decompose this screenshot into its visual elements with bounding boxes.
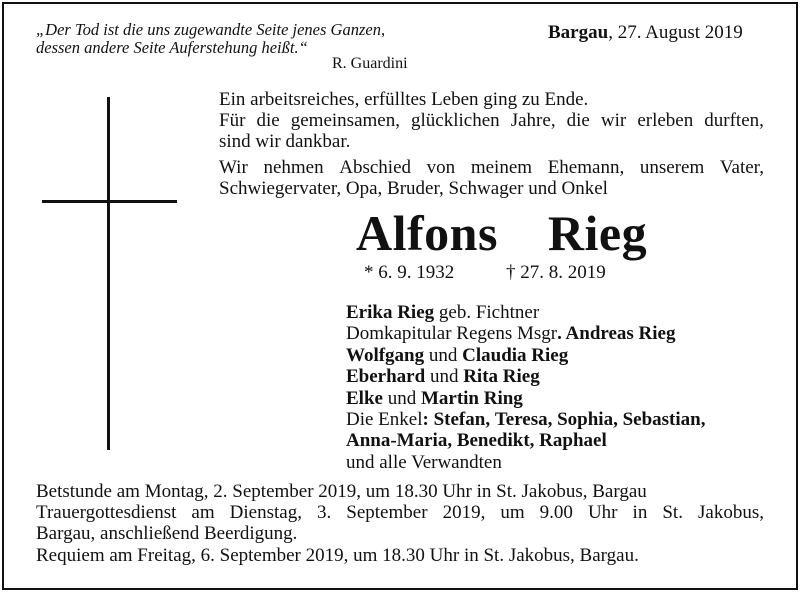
word: September xyxy=(346,502,428,524)
service-line-2 xyxy=(36,502,764,523)
mourner-name: Sophia, xyxy=(557,409,618,431)
mourner-name: Teresa, xyxy=(494,409,553,431)
word: nehmen xyxy=(263,157,324,178)
mourner-row xyxy=(346,345,764,366)
word: Jakobus, xyxy=(698,502,764,524)
service-line-4: Requiem am Freitag, 6. September 2019, um 18.30 Uhr in St. Jakobus, Bargau. xyxy=(36,544,639,566)
word: Dienstag, xyxy=(229,502,302,524)
quote-line-1: „Der Tod ist die uns zugewandte Seite jenes Ganzen, xyxy=(36,20,386,39)
mourner-name: Martin Ring xyxy=(420,387,523,409)
word: Abschied xyxy=(339,157,412,178)
word: erleben xyxy=(637,110,694,131)
farewell-line-2: Schwiegervater, Opa, Bruder, Schwager und Onkel xyxy=(219,178,608,199)
word: durften, xyxy=(704,110,764,131)
word: 2019, xyxy=(442,502,486,524)
word: wir xyxy=(600,110,627,131)
word: St. xyxy=(662,502,683,524)
word: Jahre, xyxy=(510,110,556,131)
word: meinem xyxy=(470,157,533,178)
conjunction: und xyxy=(425,366,464,388)
word: unserem xyxy=(639,157,705,178)
mourner-name: Eberhard xyxy=(346,366,426,388)
mourners-list xyxy=(346,302,764,473)
quote-author: R. Guardini xyxy=(332,55,408,72)
word: in xyxy=(632,502,648,524)
word: Ehemann, xyxy=(547,157,625,178)
conjunction: und xyxy=(424,344,463,366)
word: am xyxy=(191,502,215,524)
word: Wir xyxy=(219,157,248,178)
cross-icon-horizontal xyxy=(42,200,177,203)
word: 3. xyxy=(317,502,332,524)
conjunction: und xyxy=(382,387,421,409)
quote-line-2: dessen andere Seite Auferstehung heißt.“ xyxy=(36,38,308,57)
mourner-name: : Stefan, xyxy=(422,409,491,431)
word: Uhr xyxy=(587,502,618,524)
word: glücklichen xyxy=(411,110,500,131)
word: die xyxy=(256,110,280,131)
word: 9.00 xyxy=(539,502,573,524)
mourner-row xyxy=(346,388,764,409)
word: Trauergottesdienst xyxy=(36,502,177,524)
mourner-title: Domkapitular Regens Msgr xyxy=(346,323,558,345)
mourner-name: Sebastian, xyxy=(622,409,706,431)
mourner-row xyxy=(346,323,764,344)
word: Für xyxy=(219,110,246,131)
word: die xyxy=(566,110,590,131)
service-line-1: Betstunde am Montag, 2. September 2019, um 18.30 Uhr in St. Jakobus, Bargau xyxy=(36,481,647,502)
deceased-name: Alfons Rieg xyxy=(356,205,648,261)
mourner-row xyxy=(346,366,764,387)
service-info xyxy=(36,481,764,566)
relatives-row: und alle Verwandten xyxy=(346,451,502,473)
mourner-row xyxy=(346,302,764,323)
date: , 27. August 2019 xyxy=(608,22,743,43)
farewell-line-1 xyxy=(219,157,764,178)
mourner-name: Elke xyxy=(346,387,383,409)
word: Vater, xyxy=(719,157,764,178)
intro-line-3: sind wir dankbar. xyxy=(219,131,351,152)
place-date xyxy=(548,22,743,44)
cross-icon-vertical xyxy=(107,97,110,450)
grandchildren-row-2 xyxy=(346,430,764,451)
service-line-3: Bargau, anschließend Beerdigung. xyxy=(36,523,298,545)
intro-text xyxy=(219,89,764,152)
intro-line-2 xyxy=(219,110,764,131)
grandchildren-row xyxy=(346,409,764,430)
farewell-text xyxy=(219,157,764,199)
birth-date: * 6. 9. 1932 xyxy=(364,262,455,283)
grandchildren-label: Die Enkel xyxy=(346,409,423,431)
place: Bargau xyxy=(548,22,609,43)
word: um xyxy=(500,502,525,524)
mourner-name: Anna-Maria, Benedikt, Raphael xyxy=(346,430,607,452)
mourner-name: Rita Rieg xyxy=(463,366,540,388)
mourner-name: Claudia Rieg xyxy=(462,344,569,366)
death-date: † 27. 8. 2019 xyxy=(506,262,606,283)
grandchildren-label-group xyxy=(346,409,490,430)
word: von xyxy=(426,157,456,178)
mourner-note: geb. Fichtner xyxy=(434,302,540,323)
mourner-name: Erika Rieg xyxy=(346,302,435,323)
mourner-name: Wolfgang xyxy=(346,344,425,366)
intro-line-1: Ein arbeitsreiches, erfülltes Leben ging zu Ende. xyxy=(219,89,589,110)
quote xyxy=(36,21,385,57)
mourner-name: . Andreas Rieg xyxy=(557,323,676,345)
word: gemeinsamen, xyxy=(290,110,400,131)
